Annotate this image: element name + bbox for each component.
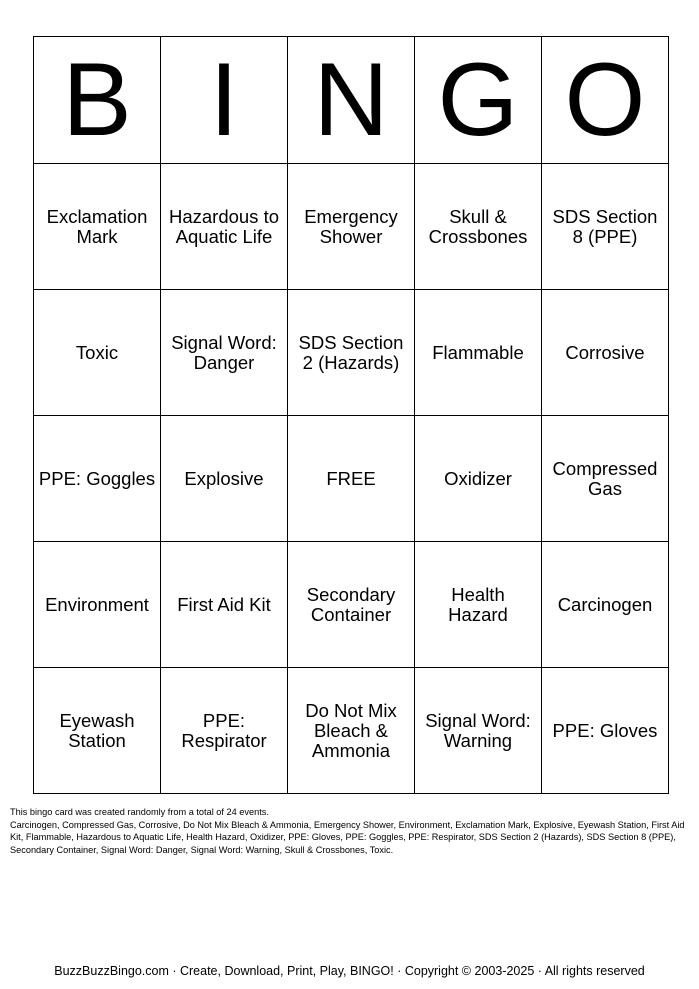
bingo-cell: PPE: Goggles: [34, 416, 161, 542]
bingo-cell: Explosive: [161, 416, 288, 542]
header-letter: B: [34, 37, 161, 164]
header-letter: O: [542, 37, 669, 164]
header-letter: N: [288, 37, 415, 164]
bingo-cell: SDS Section 8 (PPE): [542, 164, 669, 290]
bingo-cell: Corrosive: [542, 290, 669, 416]
bingo-cell: PPE: Gloves: [542, 668, 669, 794]
free-space-cell: FREE: [288, 416, 415, 542]
bingo-cell: Emergency Shower: [288, 164, 415, 290]
bingo-cell: SDS Section 2 (Hazards): [288, 290, 415, 416]
card-info-summary: This bingo card was created randomly from a total of 24 events.: [10, 807, 269, 817]
header-row: [34, 37, 669, 164]
bingo-row: [34, 164, 669, 290]
bingo-cell: First Aid Kit: [161, 542, 288, 668]
bingo-cell: Secondary Container: [288, 542, 415, 668]
card-info-note: [10, 806, 690, 856]
bingo-cell: Signal Word: Danger: [161, 290, 288, 416]
bingo-cell: Carcinogen: [542, 542, 669, 668]
bingo-cell: Eyewash Station: [34, 668, 161, 794]
bingo-cell: Health Hazard: [415, 542, 542, 668]
bingo-row: [34, 668, 669, 794]
bingo-card: [33, 36, 669, 794]
bingo-cell: Compressed Gas: [542, 416, 669, 542]
bingo-cell: Environment: [34, 542, 161, 668]
bingo-cell: Skull & Crossbones: [415, 164, 542, 290]
bingo-cell: Toxic: [34, 290, 161, 416]
footer-copyright: BuzzBuzzBingo.com · Create, Download, Print, Play, BINGO! · Copyright © 2003-2025 · All rights reserved: [54, 964, 645, 978]
bingo-cell: Signal Word: Warning: [415, 668, 542, 794]
bingo-cell: Flammable: [415, 290, 542, 416]
bingo-cell: PPE: Respirator: [161, 668, 288, 794]
header-letter: I: [161, 37, 288, 164]
event-list: Carcinogen, Compressed Gas, Corrosive, Do Not Mix Bleach & Ammonia, Emergency Shower, Environment, Exclamation Mark, Explosive, Eyewash Station, First Aid Kit, Flammable, Hazardous to Aquatic Life, Health Hazard, Oxidizer, PPE: Gloves, PPE: Goggles, PPE: Respirator, SDS Section 2 (Hazards), SDS Section 8 (PPE), Secondary Container, Signal Word: Danger, Signal Word: Warning, Skull & Crossbones, Toxic.: [10, 819, 685, 855]
bingo-cell: Exclamation Mark: [34, 164, 161, 290]
header-letter: G: [415, 37, 542, 164]
bingo-cell: Oxidizer: [415, 416, 542, 542]
bingo-cell: Hazardous to Aquatic Life: [161, 164, 288, 290]
bingo-row: [34, 416, 669, 542]
bingo-row: [34, 290, 669, 416]
bingo-cell: Do Not Mix Bleach & Ammonia: [288, 668, 415, 794]
bingo-row: [34, 542, 669, 668]
